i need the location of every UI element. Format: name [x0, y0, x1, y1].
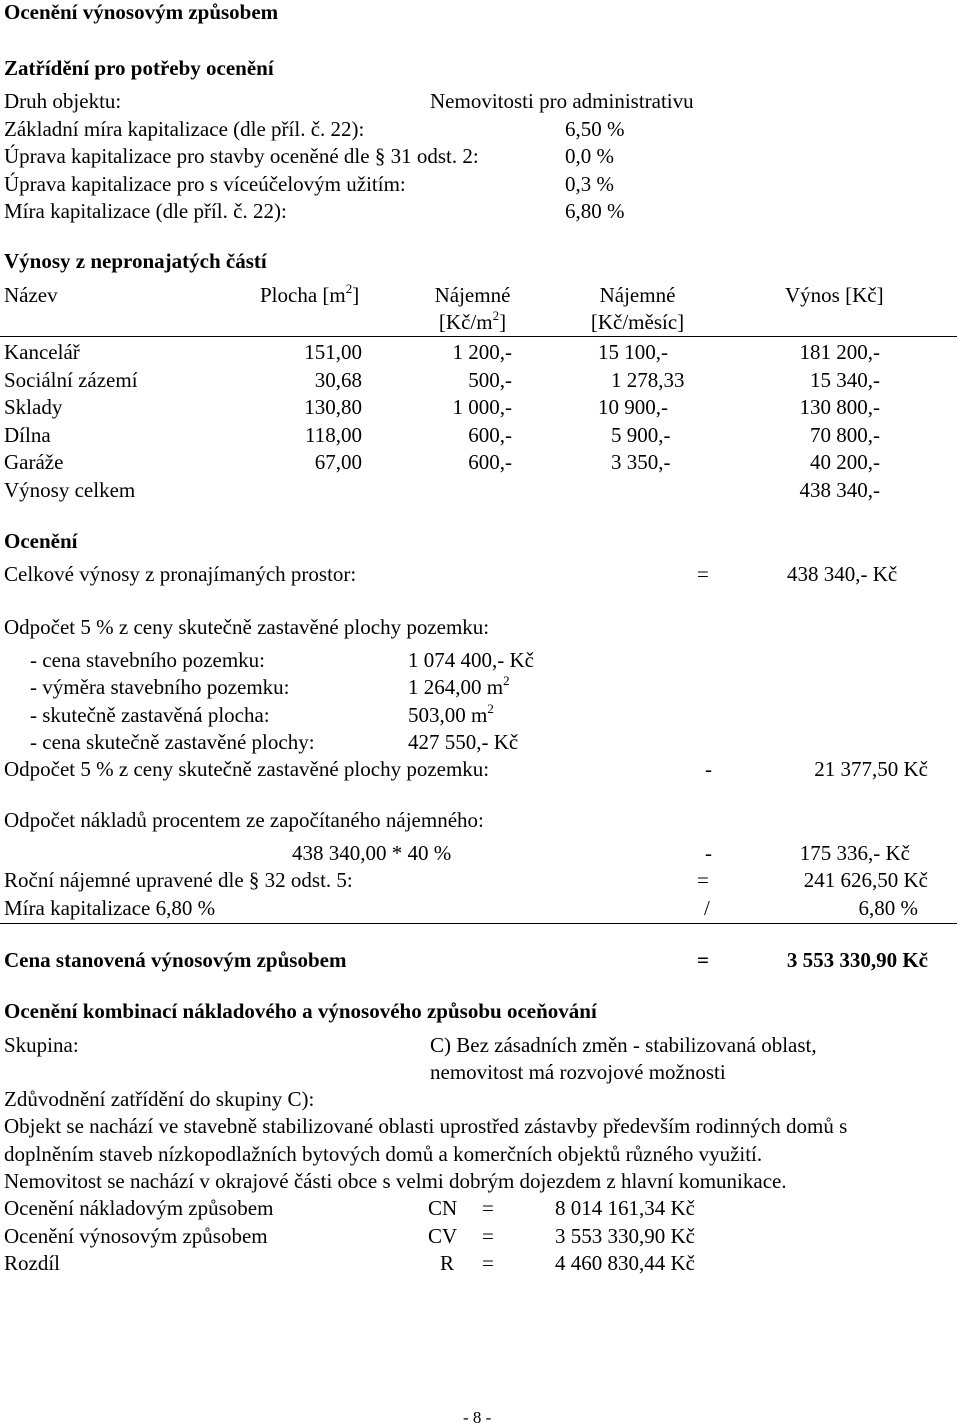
- group-value: C) Bez zásadních změn - stabilizovaná oblast,: [430, 1033, 817, 1057]
- justification-line: Nemovitost se nachází v okrajové části obce s velmi dobrým dojezdem z hlavní komunikace.: [4, 1169, 787, 1193]
- table-cell-rent-m2: 500,-: [468, 368, 512, 392]
- col-header-rent-month: Nájemné: [599, 283, 676, 307]
- deduction-heading: Odpočet 5 % z ceny skutečně zastavěné plochy pozemku:: [4, 615, 490, 639]
- result-cn-label: Ocenění nákladovým způsobem: [4, 1196, 274, 1220]
- result-r-value: 4 460 830,44 Kč: [555, 1251, 695, 1275]
- result-r-abbr: R: [440, 1251, 455, 1275]
- col-header-rent-m2: Nájemné: [434, 283, 511, 307]
- table-cell-name: Sklady: [4, 395, 63, 419]
- col-header-rent-m2-unit: $[Kč/m^2]$: [438, 308, 507, 334]
- table-cell-yield: 40 200,-: [810, 450, 880, 474]
- combination-heading: Ocenění kombinací nákladového a výnosového způsobu oceňování: [4, 999, 597, 1023]
- result-cv-abbr: CV: [428, 1224, 458, 1248]
- costs-formula: 438 340,00 * 40 %: [292, 841, 452, 865]
- col-header-yield: Výnos [Kč]: [785, 283, 884, 307]
- justification-line: doplněním staveb nízkopodlažních bytových domů a komerčních objektů různého využití.: [4, 1142, 763, 1166]
- table-cell-rent-m2: 1 000,-: [452, 395, 512, 419]
- classification-value: Nemovitosti pro administrativu: [430, 89, 694, 113]
- table-cell-yield: 130 800,-: [799, 395, 880, 419]
- deduction-item-value: 503,00 $m^2$: [408, 701, 494, 727]
- classification-value: 6,80 %: [565, 199, 625, 223]
- adjusted-rent-label: Roční nájemné upravené dle § 32 odst. 5:: [4, 868, 353, 892]
- valuation-heading: Ocenění: [4, 529, 78, 553]
- table-cell-area: 30,68: [314, 368, 362, 392]
- group-value-continued: nemovitost má rozvojové možnosti: [430, 1060, 726, 1084]
- costs-value: 175 336,- Kč: [799, 841, 910, 865]
- justification-line: Objekt se nachází ve stavebně stabilizované oblasti uprostřed zástavby především rodinných domů s: [4, 1114, 848, 1138]
- result-cv-value: 3 553 330,90 Kč: [555, 1224, 695, 1248]
- col-header-name: Název: [4, 283, 58, 307]
- classification-label: Úprava kapitalizace pro s víceúčelovým užitím:: [4, 172, 406, 196]
- costs-op: -: [705, 841, 712, 865]
- table-cell-name: Dílna: [4, 423, 51, 447]
- cap-rate-value: 6,80 %: [858, 896, 918, 920]
- total-income-label: Celkové výnosy z pronajímaných prostor:: [4, 562, 357, 586]
- table-cell-rent-month: 15 100,-: [598, 340, 668, 364]
- result-cn-value: 8 014 161,34 Kč: [555, 1196, 695, 1220]
- table-cell-area: 118,00: [305, 423, 362, 447]
- result-r-label: Rozdíl: [4, 1251, 60, 1275]
- classification-label: Úprava kapitalizace pro stavby oceněné dle § 31 odst. 2:: [4, 144, 479, 168]
- table-total-label: Výnosy celkem: [4, 478, 136, 502]
- table-cell-yield: 70 800,-: [810, 423, 880, 447]
- result-r-op: =: [482, 1251, 494, 1275]
- result-label: Cena stanovená výnosovým způsobem: [4, 948, 347, 972]
- classification-value: 0,3 %: [565, 172, 614, 196]
- table-cell-yield: 15 340,-: [810, 368, 880, 392]
- result-cn-abbr: CN: [428, 1196, 458, 1220]
- table-cell-rent-m2: 1 200,-: [452, 340, 512, 364]
- table-total-value: 438 340,-: [799, 478, 880, 502]
- result-value: 3 553 330,90 Kč: [786, 948, 928, 972]
- result-cv-op: =: [482, 1224, 494, 1248]
- table-cell-rent-month: 5 900,-: [611, 423, 671, 447]
- deduction-item-value: 1 074 400,- Kč: [408, 648, 534, 672]
- classification-label: Druh objektu:: [4, 89, 122, 113]
- result-rule: [0, 923, 957, 924]
- cap-rate-op: /: [704, 896, 710, 920]
- deduction-label: Odpočet 5 % z ceny skutečně zastavěné plochy pozemku:: [4, 757, 490, 781]
- deduction-value: 21 377,50 Kč: [814, 757, 928, 781]
- col-header-area: Plocha $[m^2]$: [260, 281, 360, 307]
- table-cell-rent-m2: 600,-: [468, 450, 512, 474]
- deduction-item-label: - cena skutečně zastavěné plochy:: [30, 730, 315, 754]
- deduction-item-label: - cena stavebního pozemku:: [30, 648, 265, 672]
- table-cell-name: Garáže: [4, 450, 64, 474]
- table-cell-rent-month: 1 278,33: [611, 368, 685, 392]
- page-title: Ocenění výnosovým způsobem: [4, 0, 279, 24]
- table-cell-area: 130,80: [304, 395, 362, 419]
- classification-heading: Zatřídění pro potřeby ocenění: [4, 56, 274, 80]
- table-cell-area: 151,00: [304, 340, 362, 364]
- deduction-item-value: 1 264,00 $m^2$: [408, 673, 510, 699]
- classification-value: 0,0 %: [565, 144, 614, 168]
- deduction-op: -: [705, 757, 712, 781]
- result-op: =: [697, 948, 709, 972]
- cap-rate-label: Míra kapitalizace 6,80 %: [4, 896, 216, 920]
- classification-value: 6,50 %: [565, 117, 625, 141]
- col-header-rent-month-unit: [Kč/měsíc]: [590, 310, 685, 334]
- table-header-rule: [0, 336, 957, 337]
- table-cell-rent-month: 10 900,-: [598, 395, 668, 419]
- total-income-value: 438 340,- Kč: [787, 562, 898, 586]
- table-cell-yield: 181 200,-: [799, 340, 880, 364]
- deduction-item-label: - výměra stavebního pozemku:: [30, 675, 290, 699]
- total-income-op: =: [697, 562, 709, 586]
- deduction-item-value: 427 550,- Kč: [408, 730, 519, 754]
- adjusted-rent-value: 241 626,50 Kč: [803, 868, 928, 892]
- justification-label: Zdůvodnění zatřídění do skupiny C):: [4, 1087, 315, 1111]
- table-cell-rent-m2: 600,-: [468, 423, 512, 447]
- table-cell-rent-month: 3 350,-: [611, 450, 671, 474]
- classification-label: Základní míra kapitalizace (dle příl. č. 22):: [4, 117, 365, 141]
- table-cell-name: Kancelář: [4, 340, 80, 364]
- deduction-item-label: - skutečně zastavěná plocha:: [30, 703, 270, 727]
- adjusted-rent-op: =: [697, 868, 709, 892]
- result-cn-op: =: [482, 1196, 494, 1220]
- table-cell-area: 67,00: [314, 450, 362, 474]
- costs-heading: Odpočet nákladů procentem ze započítaného nájemného:: [4, 808, 484, 832]
- income-heading: Výnosy z nepronajatých částí: [4, 249, 267, 273]
- page-number: - 8 -: [463, 1408, 492, 1427]
- result-cv-label: Ocenění výnosovým způsobem: [4, 1224, 268, 1248]
- group-label: Skupina:: [4, 1033, 79, 1057]
- table-cell-name: Sociální zázemí: [4, 368, 138, 392]
- classification-label: Míra kapitalizace (dle příl. č. 22):: [4, 199, 287, 223]
